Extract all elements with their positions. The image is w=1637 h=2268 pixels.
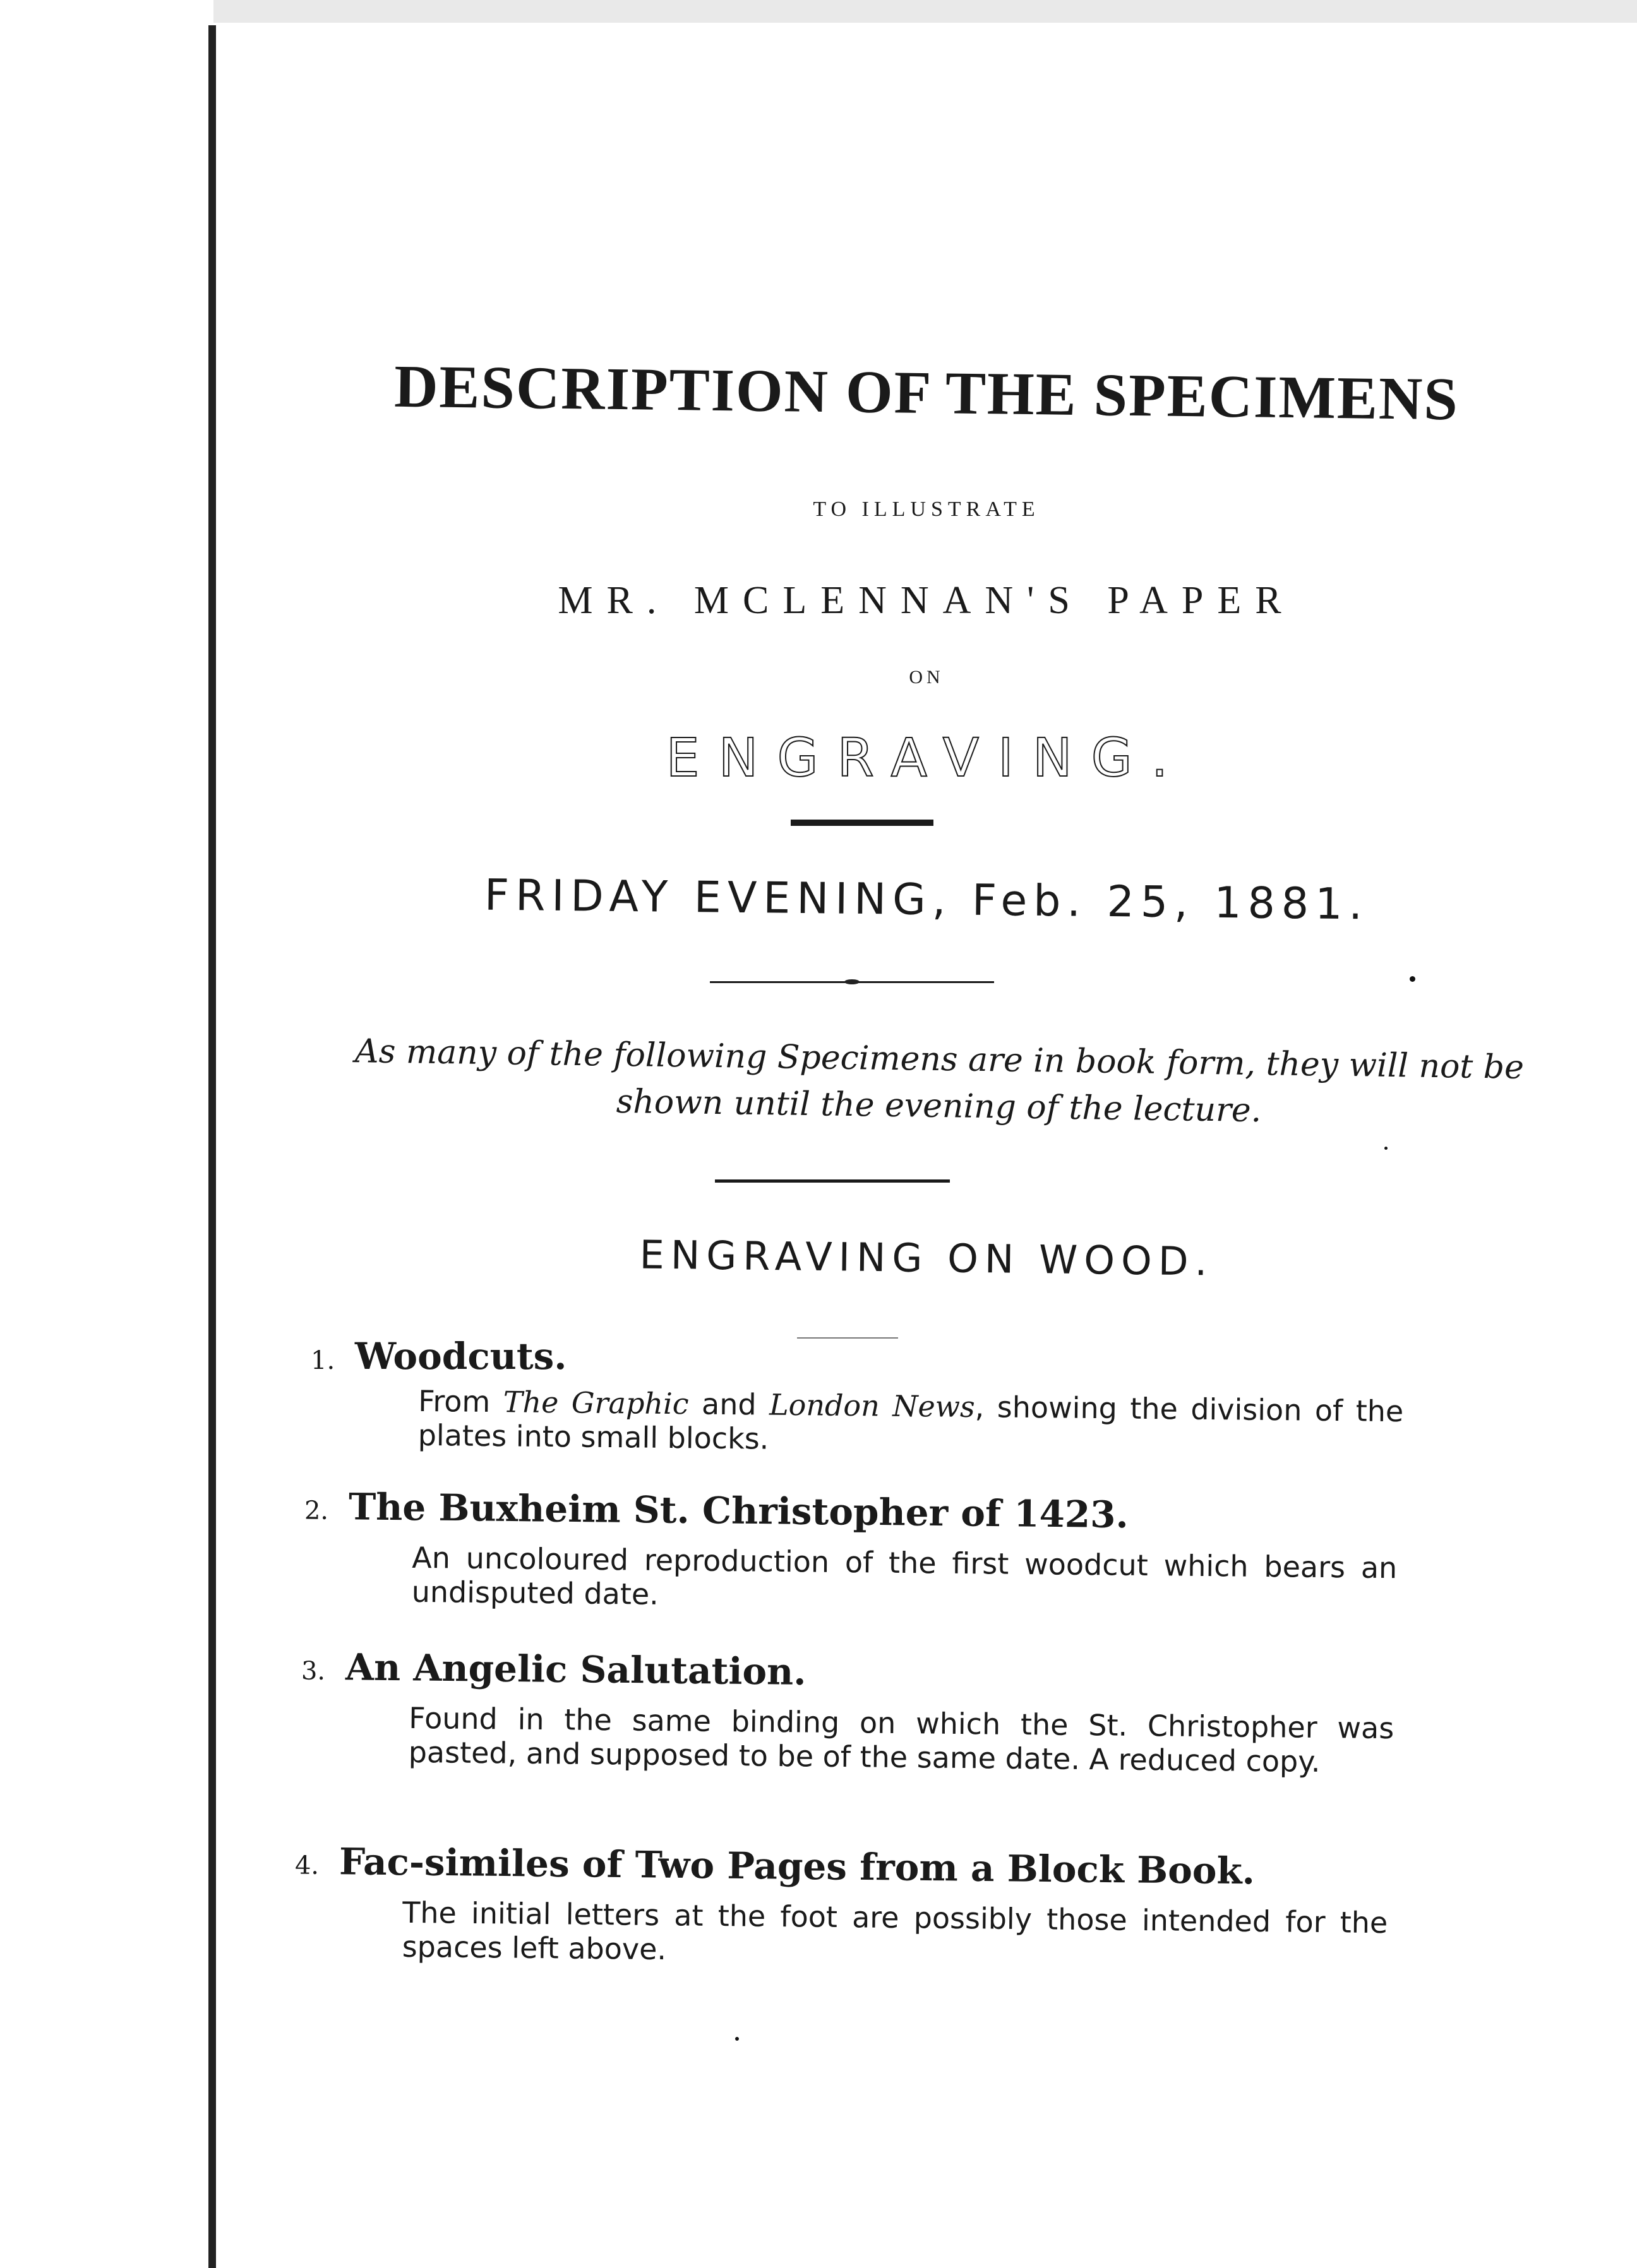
specimen-item [294,1840,1558,1969]
ink-speck [735,2037,739,2041]
ink-speck [1410,976,1415,982]
item-text: From [418,1383,504,1419]
item-description [417,1384,1403,1462]
specimen-item [301,1645,1564,1779]
item-number: 2. [304,1496,329,1525]
item-description: The initial letters at the foot are possibly those intended for the spaces left above. [402,1895,1388,1967]
item-description: An uncoloured reproduction of the first woodcut which bears an undisputed date. [411,1540,1398,1611]
ink-speck [1384,1147,1388,1150]
binding-edge [208,25,216,2268]
specimen-item [304,1485,1568,1614]
item-description: Found in the same binding on which the St. Christopher was pasted, and supposed to be of the same date. A reduced copy. [408,1700,1394,1779]
page-top-edge [213,0,1637,23]
item-text: , showing the division of the plates into small blocks. [417,1390,1404,1456]
item-number: 3. [301,1656,326,1686]
on-line: ON [909,667,944,688]
divider-rule [715,1179,950,1183]
scan-margin [0,0,213,2268]
to-illustrate-line: TO ILLUSTRATE [813,498,1040,521]
item-title: The Buxheim St. Christopher of 1423. [348,1485,1129,1537]
section-title: ENGRAVING ON WOOD. [639,1231,1214,1285]
item-title: Woodcuts. [355,1335,567,1378]
date-line: FRIDAY EVENING, Feb. 25, 1881. [484,870,1369,930]
heavy-rule [791,820,933,826]
item-title: Fac-similes of Two Pages from a Block Book. [339,1840,1256,1893]
item-number: 1. [311,1346,335,1375]
publication-name: London News [769,1387,975,1424]
document-page [216,23,1637,2268]
specimen-item [311,1335,1574,1457]
publication-name: The Graphic [503,1385,689,1421]
item-number: 4. [294,1851,320,1880]
note-paragraph: As many of the following Specimens are in book form, they will not be shown until the evening of the lecture. [354,1032,1525,1130]
subject-line: ENGRAVING. [666,727,1187,789]
item-title: An Angelic Salutation. [345,1645,807,1693]
paper-name-line: MR. MCLENNAN'S PAPER [558,579,1295,622]
ornament-dot [844,979,860,984]
item-text: and [688,1387,770,1422]
document-title: DESCRIPTION OF THE SPECIMENS [393,352,1460,433]
